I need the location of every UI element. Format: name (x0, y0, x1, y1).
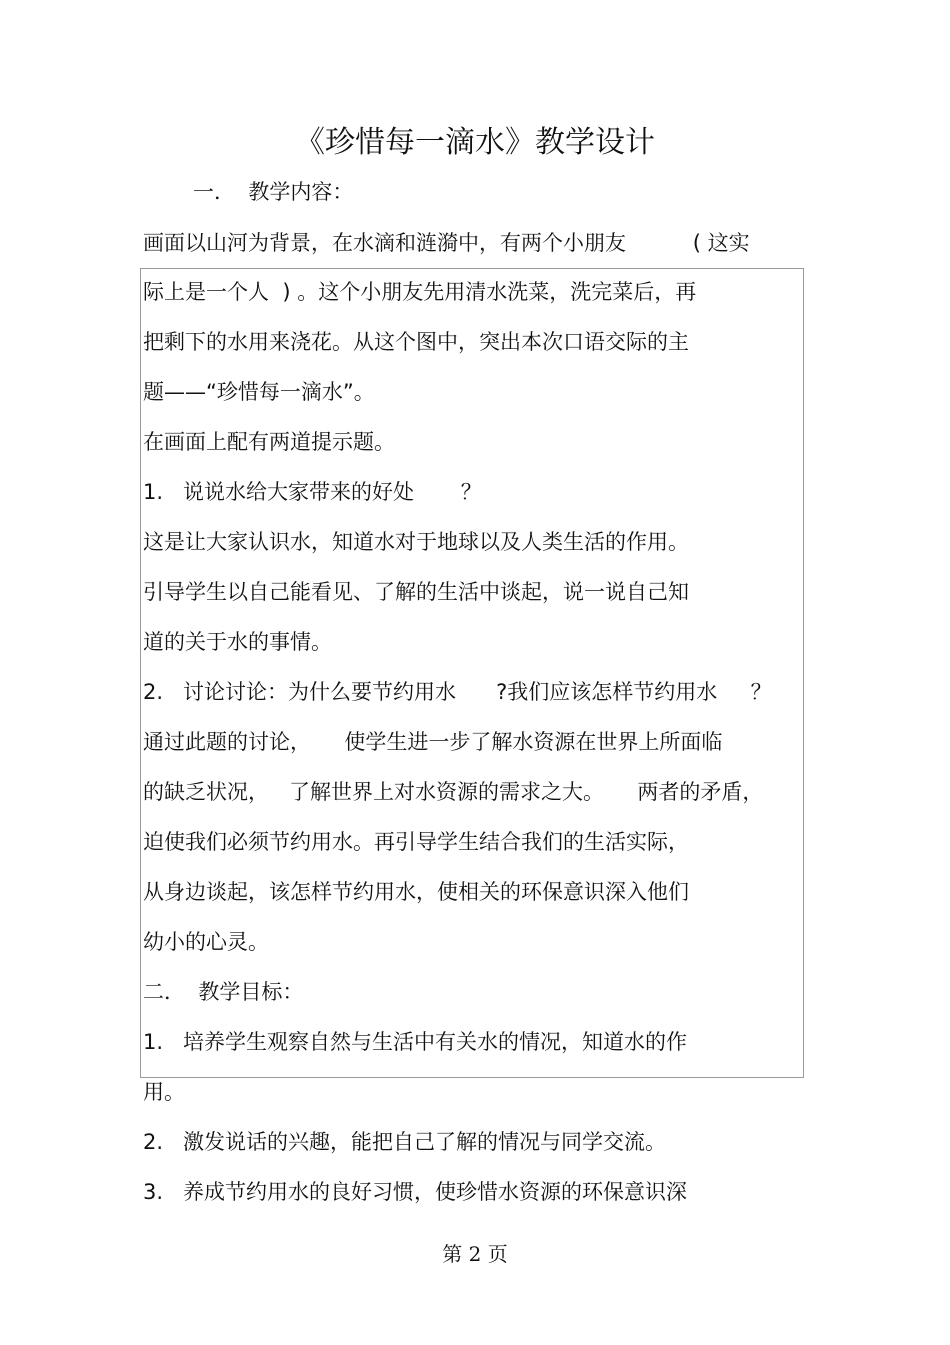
section-heading-content: 一． 教学内容： (193, 180, 354, 204)
list-item: 2. 讨论讨论：为什么要节约用水 ?我们应该怎样节约用水 ？ (143, 680, 772, 704)
paragraph-line: 引导学生以自己能看见、了解的生活中谈起，说一说自己知 (143, 580, 689, 604)
paragraph-line: 从身边谈起，该怎样节约用水，使相关的环保意识深入他们 (143, 880, 689, 904)
list-item: 1. 说说水给大家带来的好处 ？ (143, 480, 482, 504)
paragraph-line: 幼小的心灵。 (143, 930, 269, 954)
paragraph-line: 道的关于水的事情。 (143, 630, 332, 654)
paragraph-line: 迫使我们必须节约用水。再引导学生结合我们的生活实际， (143, 830, 689, 854)
list-item: 2. 激发说话的兴趣，能把自己了解的情况与同学交流。 (143, 1130, 667, 1154)
list-item: 3. 养成节约用水的良好习惯，使珍惜水资源的环保意识深 (143, 1180, 688, 1204)
paragraph-line: 用。 (143, 1080, 185, 1104)
paragraph-line: 通过此题的讨论， 使学生进一步了解水资源在世界上所面临 (143, 730, 723, 754)
paragraph-line: 画面以山河为背景，在水滴和涟漪中，有两个小朋友 ( 这实 (143, 231, 750, 255)
section-heading-goals: 二． 教学目标： (143, 980, 304, 1004)
paragraph-line: 在画面上配有两道提示题。 (143, 430, 395, 454)
paragraph-line: 题——“珍惜每一滴水”。 (143, 380, 375, 404)
document-title: 《珍惜每一滴水》教学设计 (295, 125, 655, 160)
paragraph-line: 这是让大家认识水，知道水对于地球以及人类生活的作用。 (143, 530, 689, 554)
list-item: 1. 培养学生观察自然与生活中有关水的情况，知道水的作 (143, 1030, 688, 1054)
paragraph-line: 的缺乏状况， 了解世界上对水资源的需求之大。 两者的矛盾， (143, 780, 764, 804)
paragraph-line: 把剩下的水用来浇花。从这个图中，突出本次口语交际的主 (143, 330, 689, 354)
paragraph-line: 际上是一个人 ) 。这个小朋友先用清水洗菜，洗完菜后，再 (143, 280, 697, 304)
page-number: 第 2 页 (442, 1242, 508, 1266)
